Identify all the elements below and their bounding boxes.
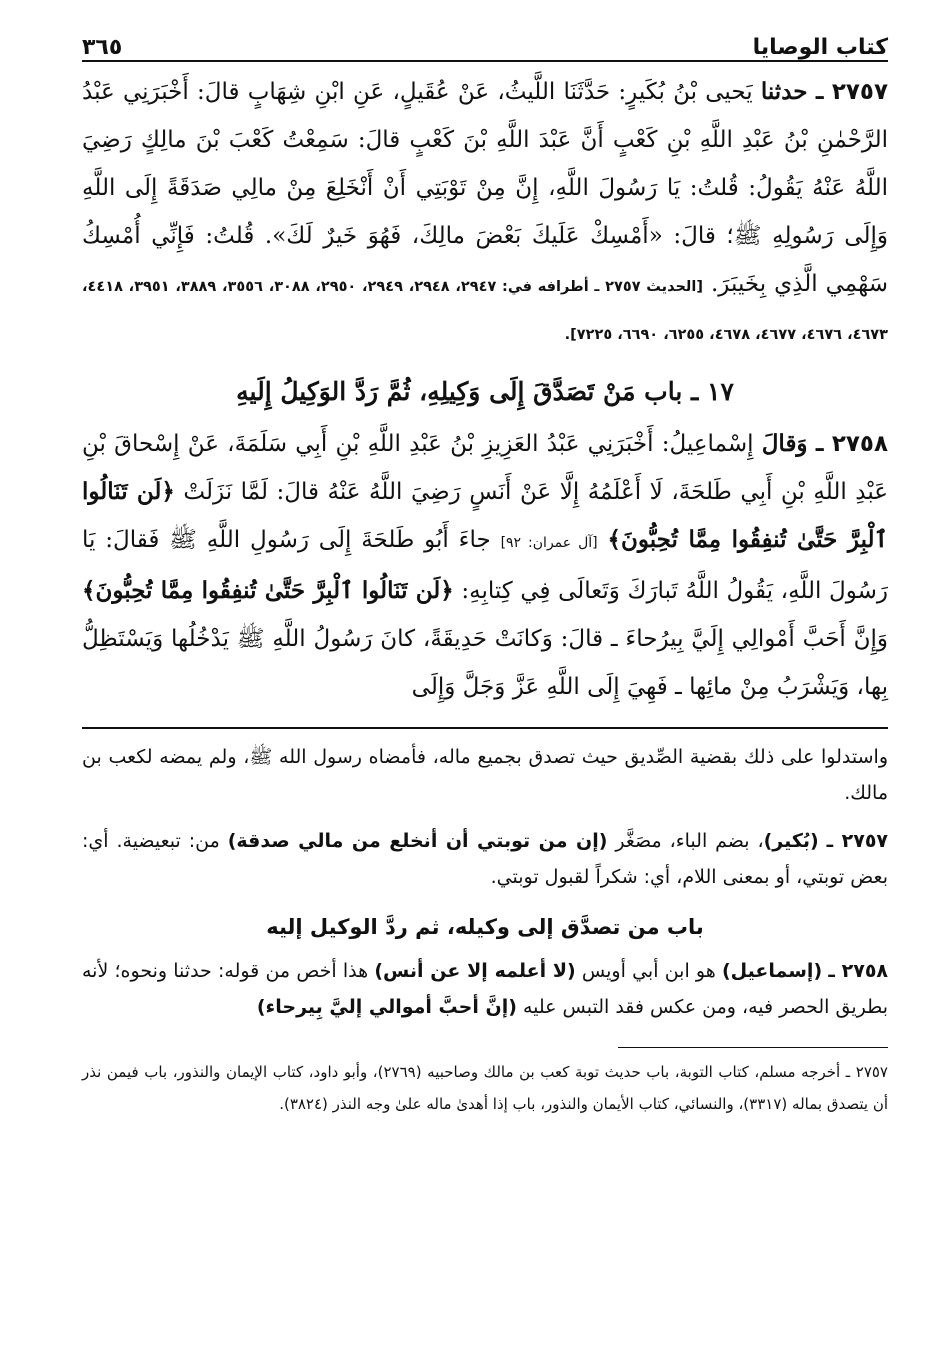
- commentary-term: (إسماعيل): [722, 960, 823, 982]
- hadith-lead: وَقالَ: [761, 430, 808, 457]
- commentary-number: ٢٧٥٨ ـ: [828, 960, 889, 982]
- hadith-2758: [82, 420, 888, 711]
- commentary-text: هو ابن أبي أويس: [581, 960, 716, 982]
- hadith-text-part-3: وَإِنَّ أَحَبَّ أَمْوالِي إِلَيَّ بِيرُحاءَ ـ قالَ: وَكانَتْ حَدِيقَةً، كانَ رَسُولُ اللَّهِ ﷺ يَدْخُلُها وَيَسْتَظِلُّ بِها، وَيَشْرَبُ مِنْ مائِها ـ فَهِيَ إِلَى اللَّهِ عَزَّ وَجَلَّ وَإِلَى: [82, 626, 888, 700]
- commentary-para-1: واستدلوا على ذلك بقضية الصِّديق حيث تصدق بجميع ماله، فأمضاه رسول الله ﷺ، ولم يمضه لكعب بن مالك.: [82, 746, 888, 804]
- commentary-chapter-heading: باب من تصدَّق إلى وكيله، ثم ردَّ الوكيل إليه: [266, 915, 704, 939]
- hadith-number: ٢٧٥٨: [831, 431, 889, 457]
- commentary-text: ، بضم الباء، مصَغَّر: [615, 830, 764, 852]
- book-title: كتاب الوصايا: [752, 35, 888, 60]
- hadith-text-part-2: جاءَ أَبُو طَلحَةَ إِلَى رَسُولِ اللَّهِ ﷺ فَقالَ: يَا رَسُولَ اللَّهِ، يَقُولُ اللَّهُ تَبارَكَ وَتَعالَى فِي كِتابِهِ:: [82, 527, 889, 604]
- main-text: [82, 68, 888, 711]
- commentary: [82, 739, 888, 1025]
- hadith-lead: حدثنا: [760, 78, 808, 105]
- hadith-2757: [82, 68, 888, 356]
- commentary-term: (إنَّ أحبَّ أموالي إليَّ بِيرحاء): [256, 996, 517, 1018]
- hadith-text-part-1: إِسْماعِيلُ: أَخْبَرَنِي عَبْدُ العَزِيزِ بْنُ عَبْدِ اللَّهِ بْنِ أَبِي سَلَمَةَ، عَنْ إِسْحاقَ بْنِ عَبْدِ اللَّهِ بْنِ أَبِي طَلحَةَ، لَا أَعْلَمُهُ إِلَّا عَنْ أَنَسٍ رَضِيَ اللَّهُ عَنْهُ قالَ: لَمَّا نَزَلَتْ: [82, 431, 888, 505]
- chapter-heading: ١٧ ـ باب مَنْ تَصَدَّقَ إِلَى وَكِيلِهِ، ثُمَّ رَدَّ الوَكِيلُ إِلَيهِ: [236, 377, 734, 406]
- hadith-number: ٢٧٥٧: [831, 79, 888, 105]
- commentary-divider: [82, 727, 888, 729]
- footnote: ٢٧٥٧ ـ أخرجه مسلم، كتاب التوبة، باب حديث توبة كعب بن مالك وصاحبيه (٢٧٦٩)، وأبو داود، كتاب الإيمان والنذور، باب فيمن نذر أن يتصدق بماله (٣٣١٧)، والنسائي، كتاب الأيمان والنذور، باب إذا أهدىٰ ماله علىٰ وجه النذر (٣٨٢٤).: [82, 1063, 888, 1113]
- page-header: [82, 22, 888, 62]
- page-number: ٣٦٥: [82, 35, 123, 60]
- commentary-number: ٢٧٥٧ ـ: [826, 830, 889, 852]
- footnote-divider: [618, 1047, 888, 1048]
- hadith-text: يَحيى بْنُ بُكَيرٍ: حَدَّثَنَا اللَّيثُ، عَنْ عُقَيلٍ، عَنِ ابْنِ شِهَابٍ قالَ: أَخْبَرَنِي عَبْدُ الرَّحْمٰنِ بْنُ عَبْدِ اللَّهِ بْنِ كَعْبٍ أَنَّ عَبْدَ اللَّهِ بْنَ كَعْبٍ قالَ: سَمِعْتُ كَعْبَ بْنَ مالِكٍ رَضِيَ اللَّهُ عَنْهُ يَقُولُ: قُلتُ: يَا رَسُولَ اللَّهِ، إِنَّ مِنْ تَوْبَتِي أَنْ أَنْخَلِعَ مِنْ مالِي صَدَقَةً إِلَى اللَّهِ وَإِلَى رَسُولِهِ ﷺ؛ قالَ: «أَمْسِكْ عَلَيكَ بَعْضَ مالِكَ، فَهُوَ خَيرٌ لَكَ». قُلتُ: فَإِنِّي أُمْسِكُ سَهْمِي الَّذِي بِخَيبَرَ.: [82, 79, 888, 297]
- quran-verse: ﴿لَن تَنَالُوا ٱلْبِرَّ حَتَّىٰ تُنفِقُوا مِمَّا تُحِبُّونَ﴾: [82, 478, 889, 553]
- commentary-term: (إن من توبتي أن أنخلع من مالي صدقة): [227, 830, 608, 852]
- book-page: [82, 22, 888, 1120]
- commentary-term: (لا أعلمه إلا عن أنس): [374, 960, 576, 982]
- commentary-2757: [82, 823, 888, 895]
- verse-reference: [آل عمران: ٩٢]: [500, 535, 598, 551]
- quran-verse: ﴿لَن تَنَالُوا ٱلْبِرَّ حَتَّىٰ تُنفِقُوا مِمَّا تُحِبُّونَ﴾: [82, 577, 454, 604]
- dash-separator: ـ: [815, 431, 824, 457]
- commentary-2758: [82, 953, 888, 1025]
- commentary-text: من: تبعيضية. أي: بعض توبتي، أو بمعنى اللام، أي: شكراً لقبول توبتي.: [82, 830, 888, 888]
- commentary-term: (بُكير): [763, 830, 819, 852]
- dash-separator: ـ: [815, 79, 824, 105]
- commentary-text: هذا أخص من قوله: حدثنا ونحوه؛ لأنه بطريق الحصر فيه، ومن عكس فقد التبس عليه: [82, 960, 888, 1018]
- hadith-atraf: [الحديث ٢٧٥٧ ـ أطرافه في: ٢٩٤٧، ٢٩٤٨، ٢٩٤٩، ٢٩٥٠، ٣٠٨٨، ٣٥٥٦، ٣٨٨٩، ٣٩٥١، ٤٤١٨، ٤٦٧٣، ٤٦٧٦، ٤٦٧٧، ٤٦٧٨، ٦٢٥٥، ٦٦٩٠، ٧٢٢٥].: [82, 279, 888, 343]
